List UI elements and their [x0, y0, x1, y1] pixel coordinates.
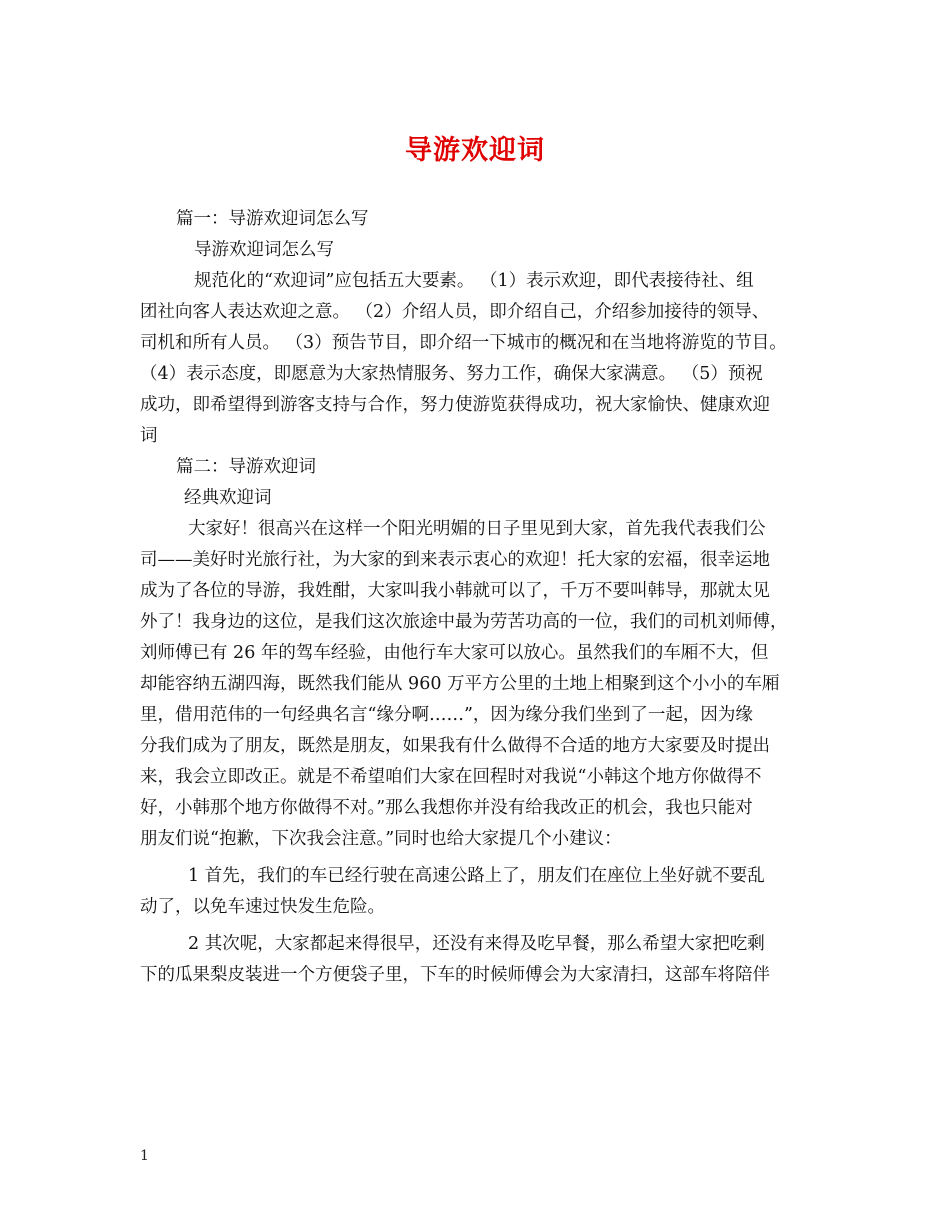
paragraph-line: 里，借用范伟的一句经典名言“缘分啊……”，因为缘分我们坐到了一起，因为缘 — [140, 705, 753, 725]
paragraph-line: 规范化的“欢迎词”应包括五大要素。 （1）表示欢迎，即代表接待社、组 — [194, 271, 754, 291]
section-heading-2: 篇二：导游欢迎词 — [176, 457, 316, 477]
paragraph-line: 却能容纳五湖四海，既然我们能从 960 万平方公里的土地上相聚到这个小小的车厢 — [140, 674, 780, 694]
subheading: 导游欢迎词怎么写 — [194, 240, 334, 260]
paragraph-line: 成为了各位的导游，我姓酣，大家叫我小韩就可以了，千万不要叫韩导，那就太见 — [140, 581, 770, 601]
paragraph-line: 词 — [140, 426, 158, 446]
paragraph-line: 好，小韩那个地方你做得不对。”那么我想你并没有给我改正的机会，我也只能对 — [140, 798, 753, 818]
paragraph-line: 动了，以免车速过快发生危险。 — [140, 897, 385, 917]
paragraph-line: 大家好！很高兴在这样一个阳光明媚的日子里见到大家，首先我代表我们公 — [188, 519, 766, 539]
paragraph-line: 朋友们说“抱歉，下次我会注意。”同时也给大家提几个小建议： — [140, 829, 622, 849]
paragraph-line: 团社向客人表达欢迎之意。 （2）介绍人员，即介绍自己，介绍参加接待的领导、 — [140, 302, 770, 322]
document-title: 导游欢迎词 — [405, 135, 545, 166]
paragraph-line: 成功，即希望得到游客支持与合作，努力使游览获得成功，祝大家愉快、健康欢迎 — [140, 395, 770, 415]
paragraph-line: 外了！我身边的这位，是我们这次旅途中最为劳苦功高的一位，我们的司机刘师傅， — [140, 612, 788, 632]
paragraph-line: 2 其次呢，大家都起来得很早，还没有来得及吃早餐，那么希望大家把吃剩 — [188, 934, 765, 954]
subheading: 经典欢迎词 — [184, 488, 272, 508]
paragraph-line: （4）表示态度，即愿意为大家热情服务、努力工作，确保大家满意。 （5）预祝 — [140, 364, 763, 384]
page-number: 1 — [140, 1148, 149, 1164]
paragraph-line: 下的瓜果梨皮装进一个方便袋子里，下车的时候师傅会为大家清扫，这部车将陪伴 — [140, 965, 770, 985]
paragraph-line: 司——美好时光旅行社，为大家的到来表示衷心的欢迎！托大家的宏福，很幸运地 — [140, 550, 770, 570]
document-body — [140, 204, 816, 991]
paragraph-line: 分我们成为了朋友，既然是朋友，如果我有什么做得不合适的地方大家要及时提出 — [140, 736, 770, 756]
paragraph-line: 刘师傅已有 26 年的驾车经验，由他行车大家可以放心。虽然我们的车厢不大，但 — [140, 643, 769, 663]
section-heading-1: 篇一：导游欢迎词怎么写 — [176, 209, 369, 229]
paragraph-line: 司机和所有人员。 （3）预告节目，即介绍一下城市的概况和在当地将游览的节目。 — [140, 333, 787, 353]
paragraph-line: 来，我会立即改正。就是不希望咱们大家在回程时对我说“小韩这个地方你做得不 — [140, 767, 762, 787]
paragraph-line: 1 首先，我们的车已经行驶在高速公路上了，朋友们在座位上坐好就不要乱 — [188, 866, 765, 886]
